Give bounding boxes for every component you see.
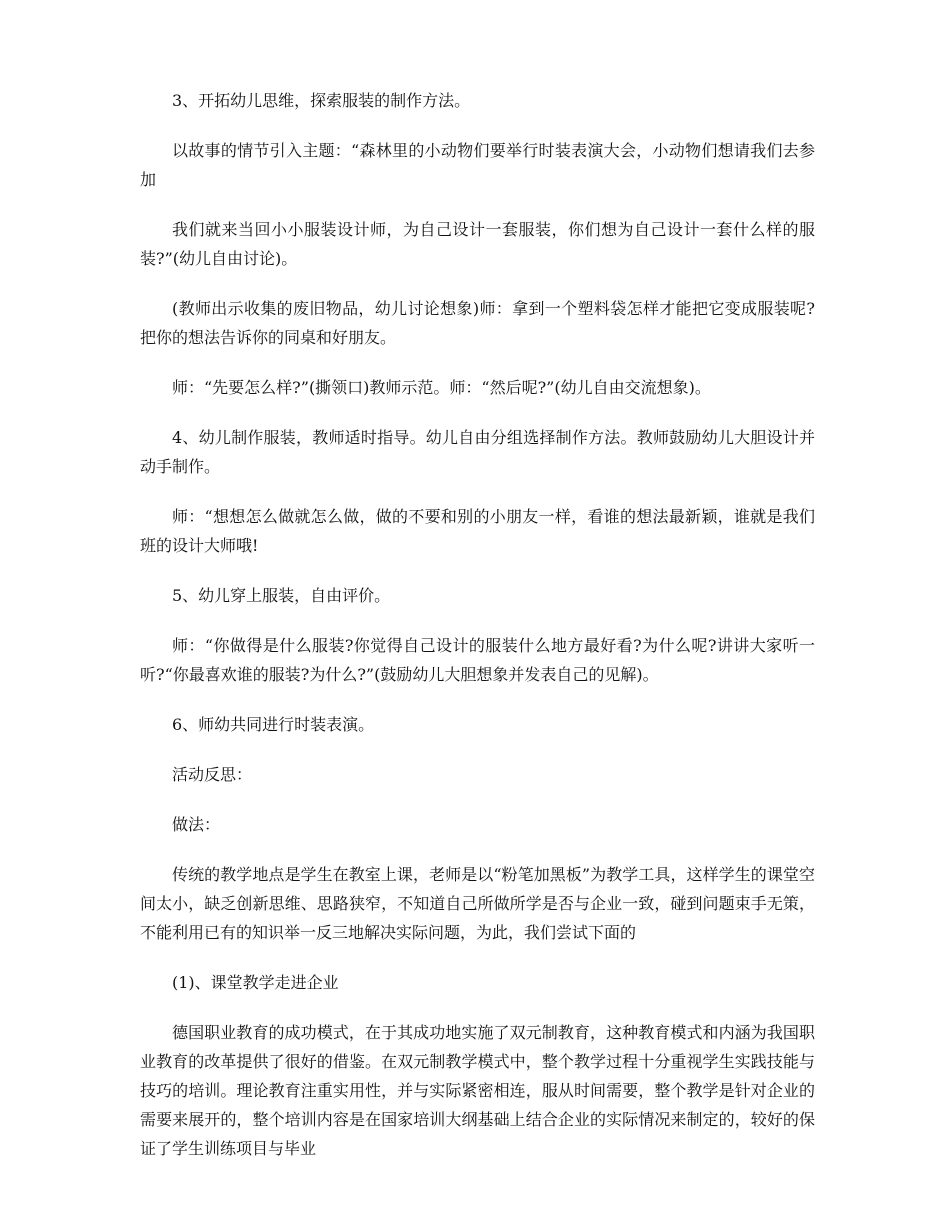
section-heading-6: 6、师幼共同进行时装表演。	[172, 715, 375, 734]
method-heading: 做法：	[172, 815, 221, 834]
paragraph: 师：“想想怎么做就怎么做，做的不要和别的小朋友一样，看谁的想法最新颖，谁就是我们班的设计大师哦!	[140, 507, 815, 555]
paragraph: 德国职业教育的成功模式，在于其成功地实施了双元制教育，这种教育模式和内涵为我国职业教育的改革提供了很好的借鉴。在双元制教学模式中，整个教学过程十分重视学生实践技能与技巧的培训。理论教育注重实用性，并与实际紧密相连，服从时间需要，整个教学是针对企业的需要来展开的，整个培训内容是在国家培训大纲基础上结合企业的实际情况来制定的，较好的保证了学生训练项目与毕业	[140, 1023, 815, 1158]
paragraph: 传统的教学地点是学生在教室上课，老师是以“粉笔加黑板”为教学工具，这样学生的课堂空间太小，缺乏创新思维、思路狭窄，不知道自己所做所学是否与企业一致，碰到问题束手无策，不能利用已有的知识举一反三地解决实际问题，为此，我们尝试下面的	[140, 865, 815, 942]
paragraph: 以故事的情节引入主题：“森林里的小动物们要举行时装表演大会，小动物们想请我们去参加	[140, 141, 815, 189]
section-heading-5: 5、幼儿穿上服装，自由评价。	[172, 586, 391, 605]
reflection-heading: 活动反思：	[172, 765, 253, 784]
paragraph: 我们就来当回小小服装设计师，为自己设计一套服装，你们想为自己设计一套什么样的服装?”(幼儿自由讨论)。	[140, 220, 815, 268]
paragraph: 师：“你做得是什么服装?你觉得自己设计的服装什么地方最好看?为什么呢?讲讲大家听一听?“你最喜欢谁的服装?为什么?”(鼓励幼儿大胆想象并发表自己的见解)。	[140, 636, 815, 684]
section-heading-4: 4、幼儿制作服装，教师适时指导。幼儿自由分组选择制作方法。教师鼓励幼儿大胆设计并动手制作。	[140, 428, 815, 476]
paragraph: 师：“先要怎么样?”(撕领口)教师示范。师：“然后呢?”(幼儿自由交流想象)。	[172, 378, 711, 397]
document-body	[140, 86, 815, 1184]
section-heading-3: 3、开拓幼儿思维，探索服装的制作方法。	[172, 91, 471, 110]
subsection-heading-1: (1)、课堂教学走进企业	[172, 973, 339, 992]
paragraph: (教师出示收集的废旧物品，幼儿讨论想象)师：拿到一个塑料袋怎样才能把它变成服装呢?把你的想法告诉你的同桌和好朋友。	[140, 299, 815, 347]
